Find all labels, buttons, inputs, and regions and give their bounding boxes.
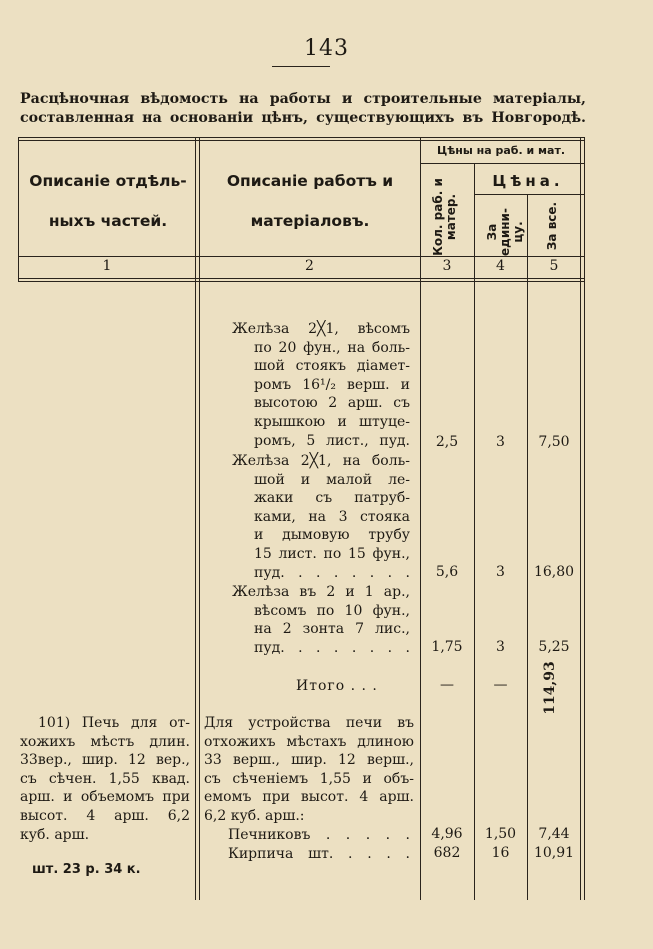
header-col5: За все. (545, 201, 559, 251)
column-number-3: 3 (442, 258, 452, 274)
prices-group-rule (420, 163, 584, 164)
header-col4: За едини-цу. (485, 208, 525, 256)
col2-rule (420, 137, 421, 900)
entry-3-description: Желѣза въ 2 и 1 ар., вѣсомъ по 10 фун., на 2 зонта 7 лис., пуд. . . . . . . . (232, 584, 410, 656)
col4-rule (527, 194, 528, 900)
column-number-2: 2 (305, 258, 314, 274)
entry-3-qty: 1,75 (431, 639, 463, 655)
title-line-2: составленная на основаніи цѣнъ, существующихъ въ Новгородѣ. (20, 110, 586, 126)
total-label: Итого . . . (296, 678, 378, 694)
col1-rule-double (199, 137, 200, 900)
entry-1-description: Желѣза 2╳1, вѣсомъ по 20 фун., на боль- шой стоякъ діамет- ромъ 16¹/₂ верш. и высотою 2 арш. съ крышкою и штуце- ромъ, 5 лист., пуд. (232, 321, 410, 449)
table-top-rule-double (18, 140, 584, 141)
entry-1-qty: 2,5 (435, 434, 459, 450)
item-101-row-2-qty: 682 (433, 845, 461, 861)
table-right-rule-double (584, 137, 585, 900)
page-number: 143 (304, 36, 349, 61)
grand-total: 114,93 (542, 661, 558, 715)
item-101-row-1-label: Печниковъ . . . . . (228, 827, 410, 843)
column-number-1: 1 (102, 258, 112, 274)
header-col2: Описаніе работъ и матеріаловъ. (226, 172, 394, 230)
column-numbers-rule (18, 278, 584, 279)
item-101-row-2-unit-price: 16 (491, 845, 510, 861)
col1-rule (195, 137, 196, 900)
item-101-cost-stamp: шт. 23 р. 34 к. (32, 862, 141, 877)
total-qty-dash: — (440, 677, 454, 693)
item-101-description: 101) Печь для от- хожихъ мѣстъ длин. 33вер., шир. 12 вер., съ сѣчен. 1,55 квад. арш. и объемомъ при высот. 4 арш. 6,2 куб. арш. (20, 715, 190, 843)
header-col3: Кол. раб. и матер. (431, 178, 458, 256)
header-prices-group: Цѣны на раб. и мат. (436, 144, 566, 157)
entry-3-total: 5,25 (538, 639, 570, 655)
item-101-row-1-total: 7,44 (538, 826, 570, 842)
column-numbers-rule-double (18, 281, 584, 282)
title-line-1: Расцѣночная вѣдомость на работы и строительные матеріалы, (20, 91, 586, 107)
item-101-row-2-label: Кирпича шт. . . . . (228, 846, 410, 862)
entry-2-qty: 5,6 (435, 564, 459, 580)
entry-2-description: Желѣза 2╳1, на боль- шой и малой ле- жаки съ патруб- ками, на 3 стояка и дымовую трубу 15 лист. по 15 фун., пуд. . . . . . . . (232, 453, 410, 581)
price-group-rule (474, 194, 584, 195)
entry-2-total: 16,80 (533, 564, 575, 580)
header-price-group: Цѣна. (492, 172, 564, 190)
header-col1: Описаніе отдѣль- ныхъ частей. (29, 172, 187, 230)
item-101-works-description: Для устройства печи въ отхожихъ мѣстахъ длиною 33 верш., шир. 12 верш., съ сѣченіемъ 1,55 и объ- емомъ при высот. 4 арш. 6,2 куб. арш.: (204, 715, 414, 824)
table-right-rule (580, 137, 581, 900)
total-unit-dash: — (493, 677, 508, 693)
entry-2-unit-price: 3 (496, 564, 505, 580)
entry-1-unit-price: 3 (496, 434, 505, 450)
column-number-5: 5 (549, 258, 559, 274)
entry-1-total: 7,50 (538, 434, 570, 450)
item-101-row-1-qty: 4,96 (431, 826, 463, 842)
table-top-rule (18, 137, 584, 138)
item-101-row-1-unit-price: 1,50 (484, 826, 517, 842)
entry-3-unit-price: 3 (496, 639, 505, 655)
column-number-4: 4 (496, 258, 505, 274)
item-101-row-2-total: 10,91 (533, 845, 575, 861)
